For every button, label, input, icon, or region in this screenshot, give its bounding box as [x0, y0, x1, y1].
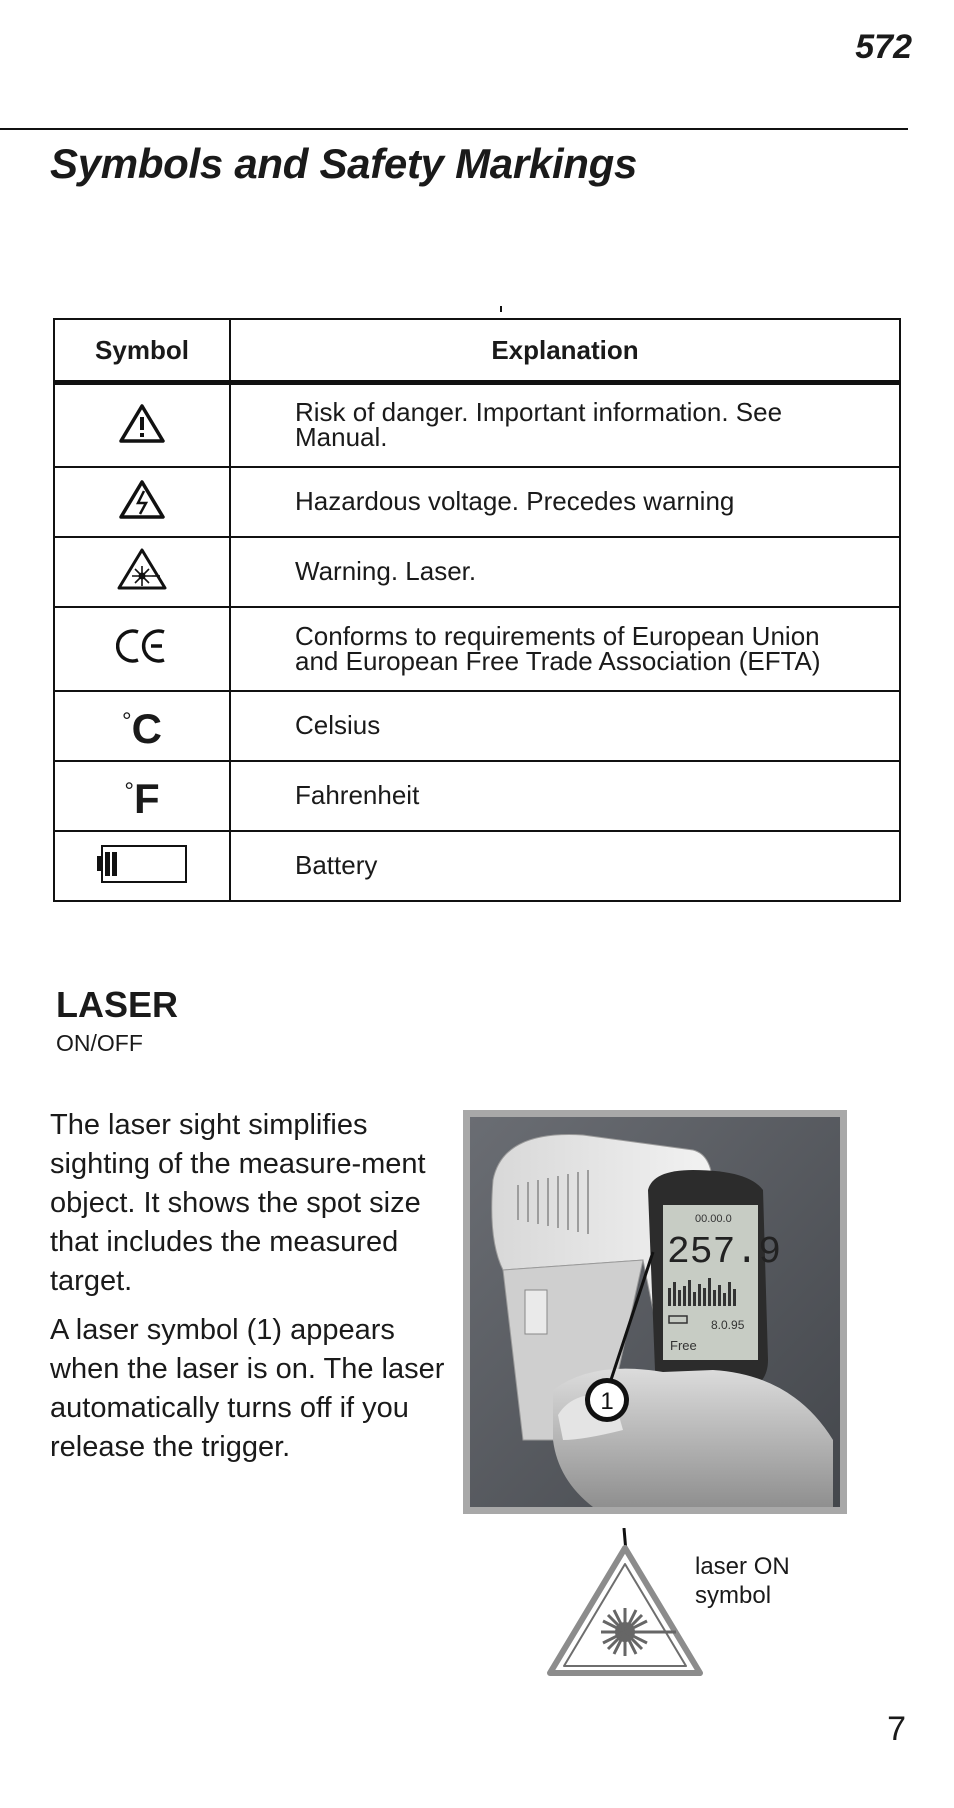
- caption-line: symbol: [695, 1582, 772, 1609]
- caption-line: laser ON: [695, 1553, 790, 1580]
- explanation-line: Risk of danger. Important information. See: [295, 397, 783, 428]
- table-row: [54, 831, 900, 901]
- explanation-cell: [230, 607, 900, 691]
- explanation-cell: [230, 467, 900, 537]
- page-title: Symbols and Safety Markings: [50, 140, 638, 187]
- table-row: [54, 607, 900, 691]
- table-header-row: [54, 319, 900, 383]
- model-number: 572: [855, 28, 912, 66]
- explanation-cell: [230, 831, 900, 901]
- table-row: [54, 467, 900, 537]
- laser-heading: LASER: [56, 984, 179, 1025]
- explanation-line: Conforms to requirements of European Union: [295, 620, 820, 651]
- explanation-line: Celsius: [295, 710, 381, 740]
- ce-mark-icon: [116, 626, 168, 666]
- display-mode: Free: [670, 1338, 697, 1353]
- symbol-cell: [54, 383, 230, 467]
- header-rule: [0, 128, 908, 130]
- explanation-cell: [230, 537, 900, 607]
- symbol-cell: [54, 467, 230, 537]
- explanation-line: Hazardous voltage. Precedes warning: [295, 486, 735, 516]
- battery-icon: [96, 842, 188, 884]
- hazardous-voltage-icon: [119, 479, 165, 519]
- fahrenheit-icon: °F: [124, 775, 160, 822]
- explanation-cell: [230, 383, 900, 467]
- explanation-line: Warning. Laser.: [295, 556, 477, 586]
- celsius-icon: °C: [122, 705, 162, 752]
- column-header-symbol: Symbol: [54, 319, 230, 383]
- table-row: [54, 761, 900, 831]
- symbols-table: [53, 318, 901, 902]
- laser-paragraph: The laser sight simplifies sighting of the measure-ment object. It shows the spot size that includes the measured target.: [50, 1109, 426, 1297]
- explanation-line: Fahrenheit: [295, 780, 420, 810]
- display-top-readout: 00.00.0: [695, 1213, 732, 1225]
- table-row: [54, 691, 900, 761]
- column-header-explanation: Explanation: [230, 319, 900, 383]
- page-number: 7: [887, 1710, 906, 1748]
- table-row: [54, 537, 900, 607]
- laser-description: [50, 1106, 450, 1477]
- laser-warning-icon: [117, 547, 167, 591]
- laser-subheading: ON/OFF: [56, 1030, 143, 1056]
- symbol-cell: [54, 691, 230, 761]
- table-row: [54, 383, 900, 467]
- display-bottom-readout: 8.0.95: [711, 1318, 745, 1332]
- explanation-cell: [230, 761, 900, 831]
- laser-on-caption: [695, 1552, 790, 1610]
- symbol-cell: [54, 831, 230, 901]
- explanation-line: and European Free Trade Association (EFTA): [295, 645, 821, 676]
- laser-paragraph: A laser symbol (1) appears when the laser is on. The laser automatically turns off if you release the trigger.: [50, 1314, 445, 1463]
- explanation-line: Battery: [295, 850, 378, 880]
- callout-number: 1: [600, 1388, 614, 1415]
- explanation-cell: [230, 691, 900, 761]
- explanation-line: Manual.: [295, 422, 388, 453]
- table-tick-mark: [500, 306, 502, 312]
- laser-on-symbol-icon: [540, 1528, 710, 1678]
- symbol-cell: [54, 607, 230, 691]
- symbol-cell: [54, 537, 230, 607]
- thermometer-photo: [463, 1110, 847, 1514]
- symbol-cell: [54, 761, 230, 831]
- warning-triangle-icon: [119, 403, 165, 443]
- display-temperature: 257.9: [667, 1231, 782, 1274]
